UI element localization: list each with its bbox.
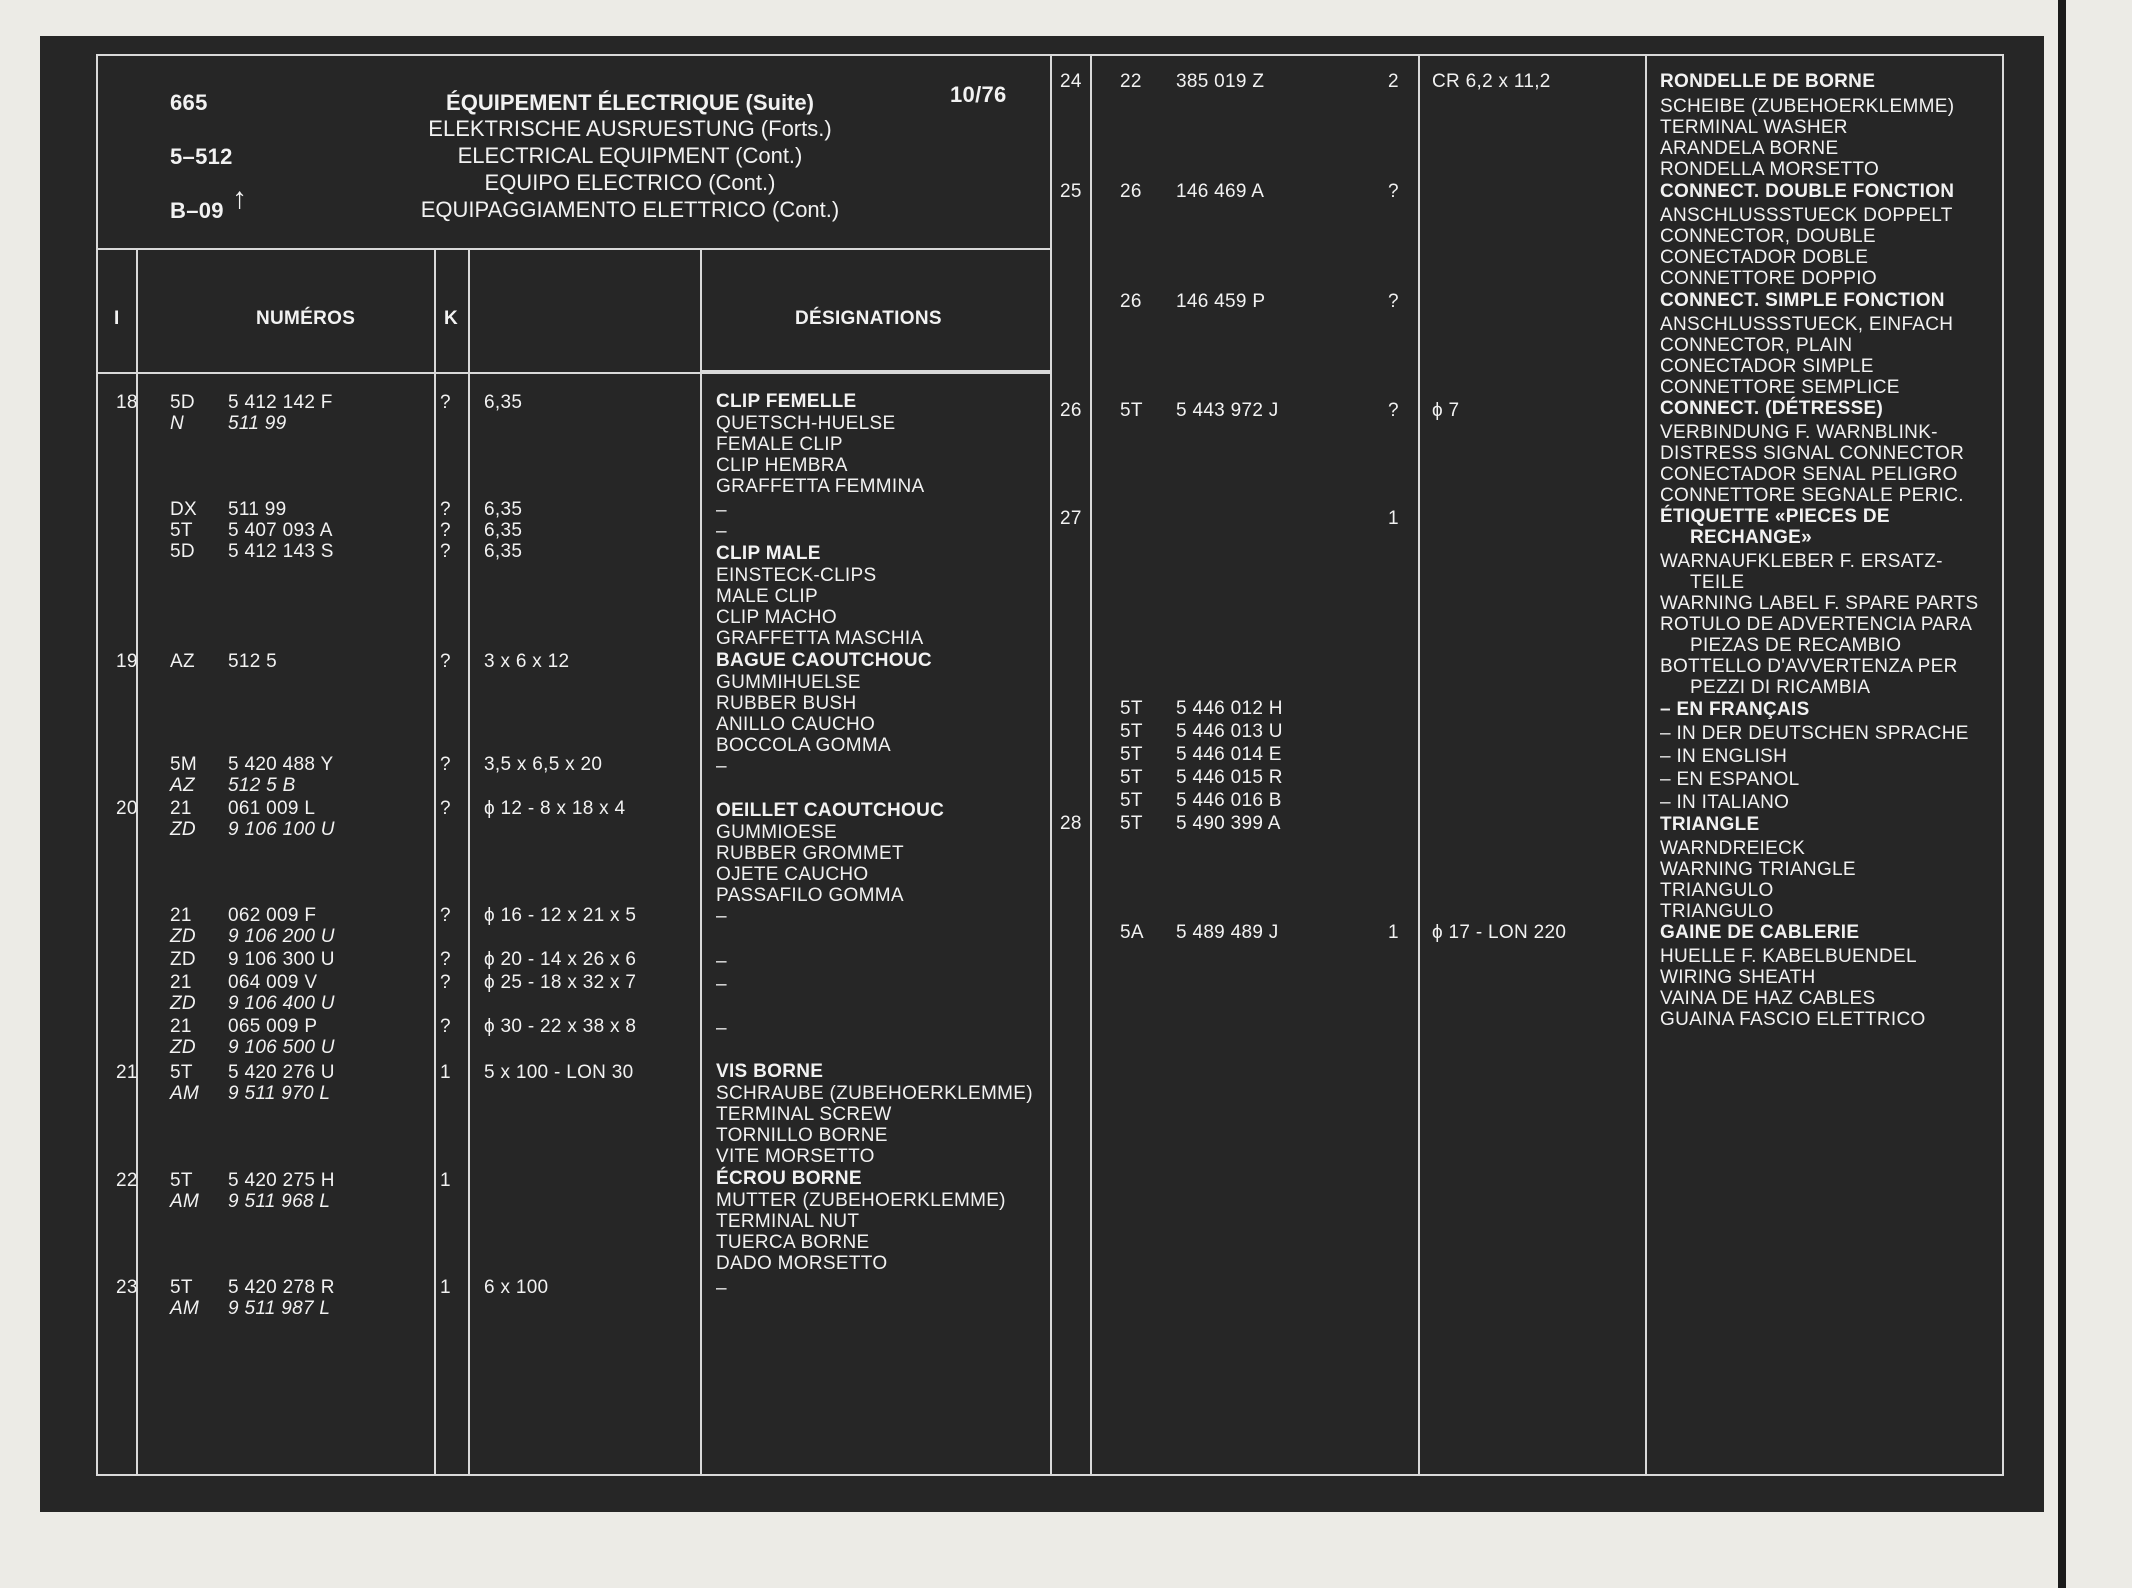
part-prefix: 5T [1120,767,1143,788]
designation: – [716,500,727,521]
arrow-up-icon: ↑ [232,182,248,215]
part-number: 5 420 488 Y [228,754,334,775]
title-fr: ÉQUIPEMENT ÉLECTRIQUE (Suite) [446,90,814,115]
part-prefix: 5T [170,520,193,541]
row-index: 22 [116,1170,138,1191]
designation: ARANDELA BORNE [1660,138,1839,159]
designation: – [716,906,727,927]
quantity-k: ? [440,541,451,562]
designation: GUAINA FASCIO ELETTRICO [1660,1009,1926,1030]
part-prefix: 5T [170,1277,193,1298]
part-prefix: 5D [170,392,195,413]
catalog-subcode: 5–512 [170,144,233,169]
part-prefix: AM [170,1298,200,1319]
quantity-k: 1 [440,1062,451,1083]
designation: VITE MORSETTO [716,1146,875,1167]
catalog-ref: B–09 [170,198,224,223]
part-prefix: AZ [170,775,195,796]
dimension: 6 x 100 [484,1277,549,1298]
part-prefix: AM [170,1191,200,1212]
quantity-k: ? [440,499,451,520]
designation: GAINE DE CABLERIE [1660,922,1860,943]
designation: CONECTADOR SENAL PELIGRO [1660,464,1958,485]
part-prefix: ZD [170,949,196,970]
designation: FEMALE CLIP [716,434,843,455]
part-number: 9 106 200 U [228,926,335,947]
designation: – EN FRANÇAIS [1660,699,1810,720]
column-divider [1418,54,1420,1476]
quantity-k: 1 [1388,922,1399,943]
designation: CONNECT. (DÉTRESSE) [1660,398,1884,419]
quantity-k: ? [440,798,451,819]
designation: CLIP HEMBRA [716,455,848,476]
designation: – IN DER DEUTSCHEN SPRACHE [1660,723,1969,744]
designation: – [716,521,727,542]
part-number: 5 407 093 A [228,520,333,541]
designation: CONNECT. DOUBLE FONCTION [1660,181,1955,202]
part-number: 5 446 016 B [1176,790,1282,811]
dimension: 6,35 [484,392,523,413]
quantity-k: 1 [1388,508,1399,529]
part-number: 5 446 013 U [1176,721,1283,742]
part-prefix: 22 [1120,71,1142,92]
designation: ÉCROU BORNE [716,1168,862,1189]
part-number: 5 446 012 H [1176,698,1283,719]
designation: GUMMIHUELSE [716,672,861,693]
quantity-k: ? [440,949,451,970]
designation: HUELLE F. KABELBUENDEL [1660,946,1917,967]
column-divider [1090,54,1092,1476]
header-divider [96,248,1050,250]
quantity-k: ? [440,905,451,926]
designation: OEILLET CAOUTCHOUC [716,800,945,821]
designation: ÉTIQUETTE «PIECES DE [1660,506,1890,527]
designation: ANSCHLUSSSTUECK DOPPELT [1660,205,1953,226]
part-number: 512 5 [228,651,278,672]
column-header-divider [96,372,1050,374]
dimension: ϕ 16 - 12 x 21 x 5 [484,905,637,926]
column-divider [434,248,436,1476]
designation: RUBBER GROMMET [716,843,904,864]
row-index: 18 [116,392,138,413]
designation: BOCCOLA GOMMA [716,735,891,756]
quantity-k: ? [1388,400,1399,421]
part-prefix: ZD [170,1037,196,1058]
row-index: 27 [1060,508,1082,529]
designation: – [716,1278,727,1299]
title-it: EQUIPAGGIAMENTO ELETTRICO (Cont.) [420,197,840,222]
dimension: ϕ 25 - 18 x 32 x 7 [484,972,637,993]
designation: VERBINDUNG F. WARNBLINK- [1660,422,1938,443]
title-es: EQUIPO ELECTRICO (Cont.) [484,170,776,195]
designation: RONDELLE DE BORNE [1660,71,1876,92]
part-number: 062 009 F [228,905,317,926]
designation: CONNETTORE SEMPLICE [1660,377,1900,398]
part-number: 146 459 P [1176,291,1266,312]
part-prefix: 21 [170,972,192,993]
designation: DADO MORSETTO [716,1253,888,1274]
quantity-k: ? [440,392,451,413]
column-header-numeros: NUMÉROS [256,308,356,329]
part-number: 5 420 275 H [228,1170,335,1191]
part-prefix: 5T [1120,813,1143,834]
designation: QUETSCH-HUELSE [716,413,896,434]
part-number: 5 446 014 E [1176,744,1282,765]
designation: SCHEIBE (ZUBEHOERKLEMME) [1660,96,1955,117]
part-prefix: ZD [170,926,196,947]
designation: GRAFFETTA FEMMINA [716,476,925,497]
catalog-date: 10/76 [950,82,1007,107]
designation: TERMINAL WASHER [1660,117,1848,138]
designation: TRIANGULO [1660,901,1774,922]
column-divider [468,248,470,1476]
designation: WARNDREIECK [1660,838,1806,859]
designation: OJETE CAUCHO [716,864,869,885]
part-prefix: 21 [170,1016,192,1037]
designation: CONNETTORE DOPPIO [1660,268,1877,289]
part-prefix: 5T [1120,721,1143,742]
designation: CLIP MALE [716,543,821,564]
quantity-k: ? [440,651,451,672]
part-number: 5 420 278 R [228,1277,335,1298]
row-index: 19 [116,651,138,672]
designation: CONECTADOR DOBLE [1660,247,1869,268]
designation: TERMINAL SCREW [716,1104,892,1125]
column-divider [1645,54,1647,1476]
row-index: 26 [1060,400,1082,421]
part-number: 146 469 A [1176,181,1265,202]
quantity-k: 1 [440,1277,451,1298]
designation: SCHRAUBE (ZUBEHOERKLEMME) [716,1083,1033,1104]
designation: TUERCA BORNE [716,1232,870,1253]
designation: WARNING LABEL F. SPARE PARTS [1660,593,1979,614]
dimension: ϕ 20 - 14 x 26 x 6 [484,949,637,970]
column-header-index: I [114,308,120,329]
designation: ROTULO DE ADVERTENCIA PARA [1660,614,1973,635]
catalog-code: 665 [170,90,208,115]
dimension: 3 x 6 x 12 [484,651,570,672]
column-header-k: K [444,308,459,329]
designation: TRIANGLE [1660,814,1760,835]
column-header-designations: DÉSIGNATIONS [795,308,942,329]
row-index: 23 [116,1277,138,1298]
part-prefix: ZD [170,819,196,840]
page-edge [2058,0,2066,1588]
dimension: ϕ 12 - 8 x 18 x 4 [484,798,626,819]
designation: – [716,1018,727,1039]
quantity-k: 1 [440,1170,451,1191]
designation: TORNILLO BORNE [716,1125,888,1146]
quantity-k: ? [1388,291,1399,312]
designation: – IN ITALIANO [1660,792,1790,813]
part-prefix: 26 [1120,181,1142,202]
row-index: 24 [1060,71,1082,92]
dimension: 6,35 [484,499,523,520]
designation: CONNECT. SIMPLE FONCTION [1660,290,1945,311]
title-en: ELECTRICAL EQUIPMENT (Cont.) [457,143,803,168]
dimension: ϕ 7 [1432,400,1460,421]
part-prefix: AZ [170,651,195,672]
part-prefix: 5D [170,541,195,562]
part-number: 9 511 987 L [228,1298,331,1319]
part-number: 064 009 V [228,972,318,993]
dimension: CR 6,2 x 11,2 [1432,71,1551,92]
part-prefix: 5T [1120,698,1143,719]
designation: MUTTER (ZUBEHOERKLEMME) [716,1190,1006,1211]
dimension: ϕ 17 - LON 220 [1432,922,1567,943]
designation: – IN ENGLISH [1660,746,1788,767]
part-number: 5 412 143 S [228,541,334,562]
part-prefix: 5T [170,1170,193,1191]
designation: CLIP MACHO [716,607,837,628]
part-number: 065 009 P [228,1016,318,1037]
part-number: 511 99 [228,413,287,434]
designation: GRAFFETTA MASCHIA [716,628,924,649]
row-index: 28 [1060,813,1082,834]
part-number: 512 5 B [228,775,296,796]
column-divider [1050,54,1052,1476]
designation: EINSTECK-CLIPS [716,565,877,586]
dimension: 5 x 100 - LON 30 [484,1062,634,1083]
part-number: 9 106 300 U [228,949,335,970]
designation: VIS BORNE [716,1061,824,1082]
dimension: ϕ 30 - 22 x 38 x 8 [484,1016,637,1037]
quantity-k: 2 [1388,71,1399,92]
dimension: 6,35 [484,541,523,562]
part-prefix: 5T [170,1062,193,1083]
row-index: 20 [116,798,138,819]
title-de: ELEKTRISCHE AUSRUESTUNG (Forts.) [428,116,832,141]
part-number: 9 511 970 L [228,1083,331,1104]
part-number: 385 019 Z [1176,71,1265,92]
designation: VAINA DE HAZ CABLES [1660,988,1876,1009]
part-number: 9 106 500 U [228,1037,335,1058]
part-number: 9 511 968 L [228,1191,331,1212]
row-index: 21 [116,1062,138,1083]
part-number: 5 412 142 F [228,392,333,413]
part-number: 5 443 972 J [1176,400,1279,421]
designation: CONNETTORE SEGNALE PERIC. [1660,485,1964,506]
part-prefix: 5T [1120,400,1143,421]
designation: MALE CLIP [716,586,818,607]
part-number: 511 99 [228,499,287,520]
designation: WIRING SHEATH [1660,967,1816,988]
designation: TRIANGULO [1660,880,1774,901]
part-number: 5 420 276 U [228,1062,335,1083]
designation: CONNECTOR, PLAIN [1660,335,1853,356]
quantity-k: ? [1388,181,1399,202]
part-number: 9 106 400 U [228,993,335,1014]
designation: – [716,756,727,777]
designation: PIEZAS DE RECAMBIO [1690,635,1902,656]
designation: BAGUE CAOUTCHOUC [716,650,932,671]
part-prefix: 5A [1120,922,1144,943]
designation: TERMINAL NUT [716,1211,860,1232]
part-number: 061 009 L [228,798,316,819]
part-prefix: 21 [170,905,192,926]
quantity-k: ? [440,972,451,993]
designation: WARNAUFKLEBER F. ERSATZ- [1660,551,1943,572]
designation: RUBBER BUSH [716,693,857,714]
dimension: 3,5 x 6,5 x 20 [484,754,603,775]
part-prefix: 26 [1120,291,1142,312]
row-index: 25 [1060,181,1082,202]
part-prefix: 5M [170,754,197,775]
designation: WARNING TRIANGLE [1660,859,1856,880]
part-prefix: 5T [1120,790,1143,811]
designation: ANSCHLUSSSTUECK, EINFACH [1660,314,1954,335]
designation: BOTTELLO D'AVVERTENZA PER [1660,656,1958,677]
designation: DISTRESS SIGNAL CONNECTOR [1660,443,1965,464]
column-divider [700,248,702,1476]
designation: TEILE [1690,572,1745,593]
designation: GUMMIOESE [716,822,837,843]
part-number: 5 489 489 J [1176,922,1279,943]
designation: – EN ESPANOL [1660,769,1800,790]
designation: RONDELLA MORSETTO [1660,159,1880,180]
designation: RECHANGE» [1690,527,1812,548]
part-number: 5 446 015 R [1176,767,1283,788]
designation: PEZZI DI RICAMBIA [1690,677,1871,698]
designation: ANILLO CAUCHO [716,714,876,735]
designation: PASSAFILO GOMMA [716,885,904,906]
designation: CONNECTOR, DOUBLE [1660,226,1876,247]
designation: – [716,951,727,972]
dimension: 6,35 [484,520,523,541]
part-prefix: ZD [170,993,196,1014]
part-prefix: 21 [170,798,192,819]
part-number: 9 106 100 U [228,819,335,840]
designation: – [716,974,727,995]
designation: CLIP FEMELLE [716,391,857,412]
part-prefix: AM [170,1083,200,1104]
quantity-k: ? [440,1016,451,1037]
quantity-k: ? [440,520,451,541]
part-prefix: DX [170,499,197,520]
part-prefix: N [170,413,185,434]
quantity-k: ? [440,754,451,775]
designation: CONECTADOR SIMPLE [1660,356,1874,377]
part-number: 5 490 399 A [1176,813,1281,834]
part-prefix: 5T [1120,744,1143,765]
